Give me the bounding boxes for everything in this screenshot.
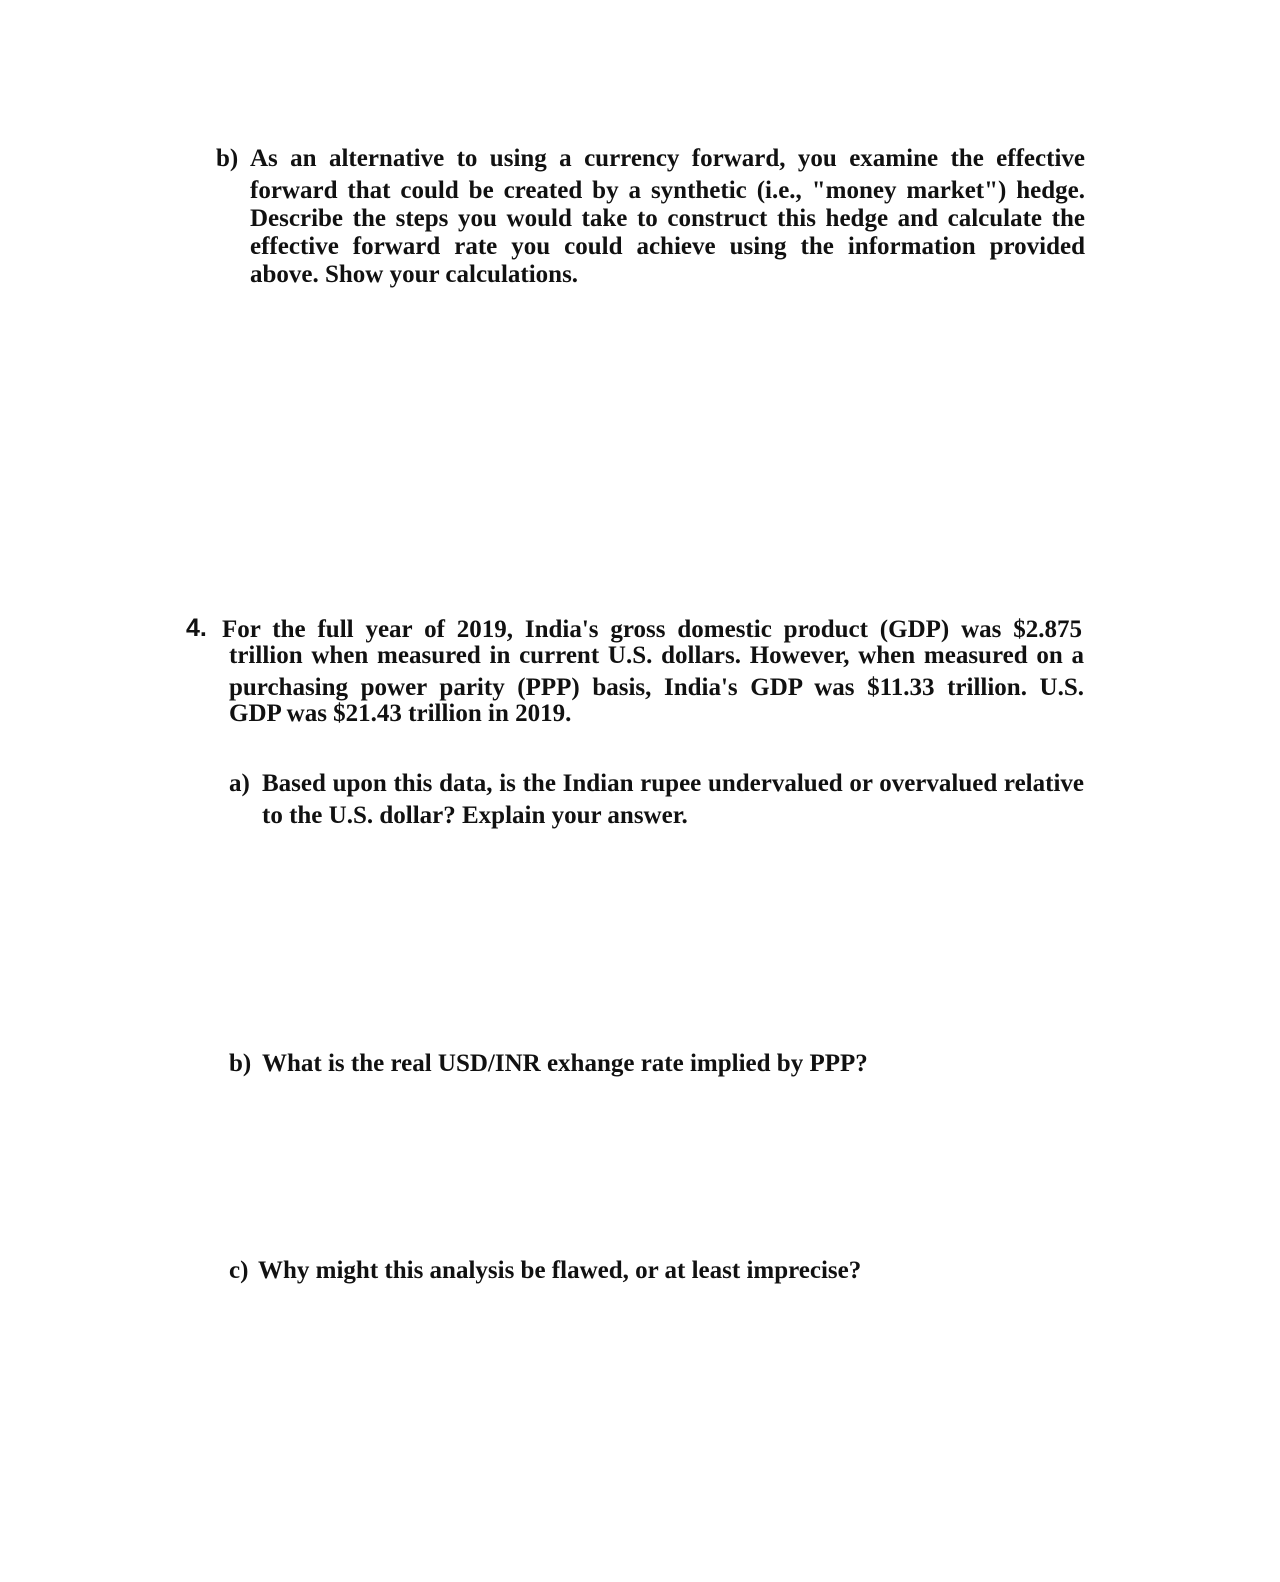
question-4-line-4: GDP was $21.43 trillion in 2019. xyxy=(229,700,572,727)
question-4-line-2: trillion when measured in current U.S. dollars. However, when measured on a xyxy=(229,642,1084,669)
question-4c-marker: c) xyxy=(229,1257,249,1284)
question-4-stem-cont xyxy=(229,642,1084,728)
question-3b-line-3: Describe the steps you would take to construct this hedge and calculate the xyxy=(250,205,1085,232)
question-4a-line-1: Based upon this data, is the Indian rupee undervalued or overvalued relative xyxy=(262,770,1084,797)
question-3b-line-5: above. Show your calculations. xyxy=(250,261,579,288)
question-4a-text xyxy=(262,770,1084,830)
question-4b-marker: b) xyxy=(229,1050,252,1077)
question-4a-marker: a) xyxy=(229,770,250,797)
question-4a-line-2: to the U.S. dollar? Explain your answer. xyxy=(262,802,688,829)
question-4b-text: What is the real USD/INR exhange rate implied by PPP? xyxy=(262,1050,868,1077)
question-4c-text: Why might this analysis be flawed, or at least imprecise? xyxy=(258,1257,862,1284)
question-3b-text xyxy=(250,145,1085,289)
question-3b-line-1: As an alternative to using a currency forward, you examine the effective xyxy=(250,145,1085,172)
question-4-number: 4. xyxy=(186,614,207,642)
question-4 xyxy=(0,600,1280,1340)
question-4-stem xyxy=(222,616,1082,644)
question-3b xyxy=(0,0,1280,300)
question-3b-line-4: effective forward rate you could achieve using the information provided xyxy=(250,233,1085,260)
question-3b-line-2: forward that could be created by a synthetic (i.e., "money market") hedge. xyxy=(250,177,1085,204)
question-3b-marker: b) xyxy=(216,145,239,172)
question-4-line-3: purchasing power parity (PPP) basis, India's GDP was $11.33 trillion. U.S. xyxy=(229,674,1084,701)
question-4-line-1: For the full year of 2019, India's gross domestic product (GDP) was $2.875 xyxy=(222,616,1082,643)
